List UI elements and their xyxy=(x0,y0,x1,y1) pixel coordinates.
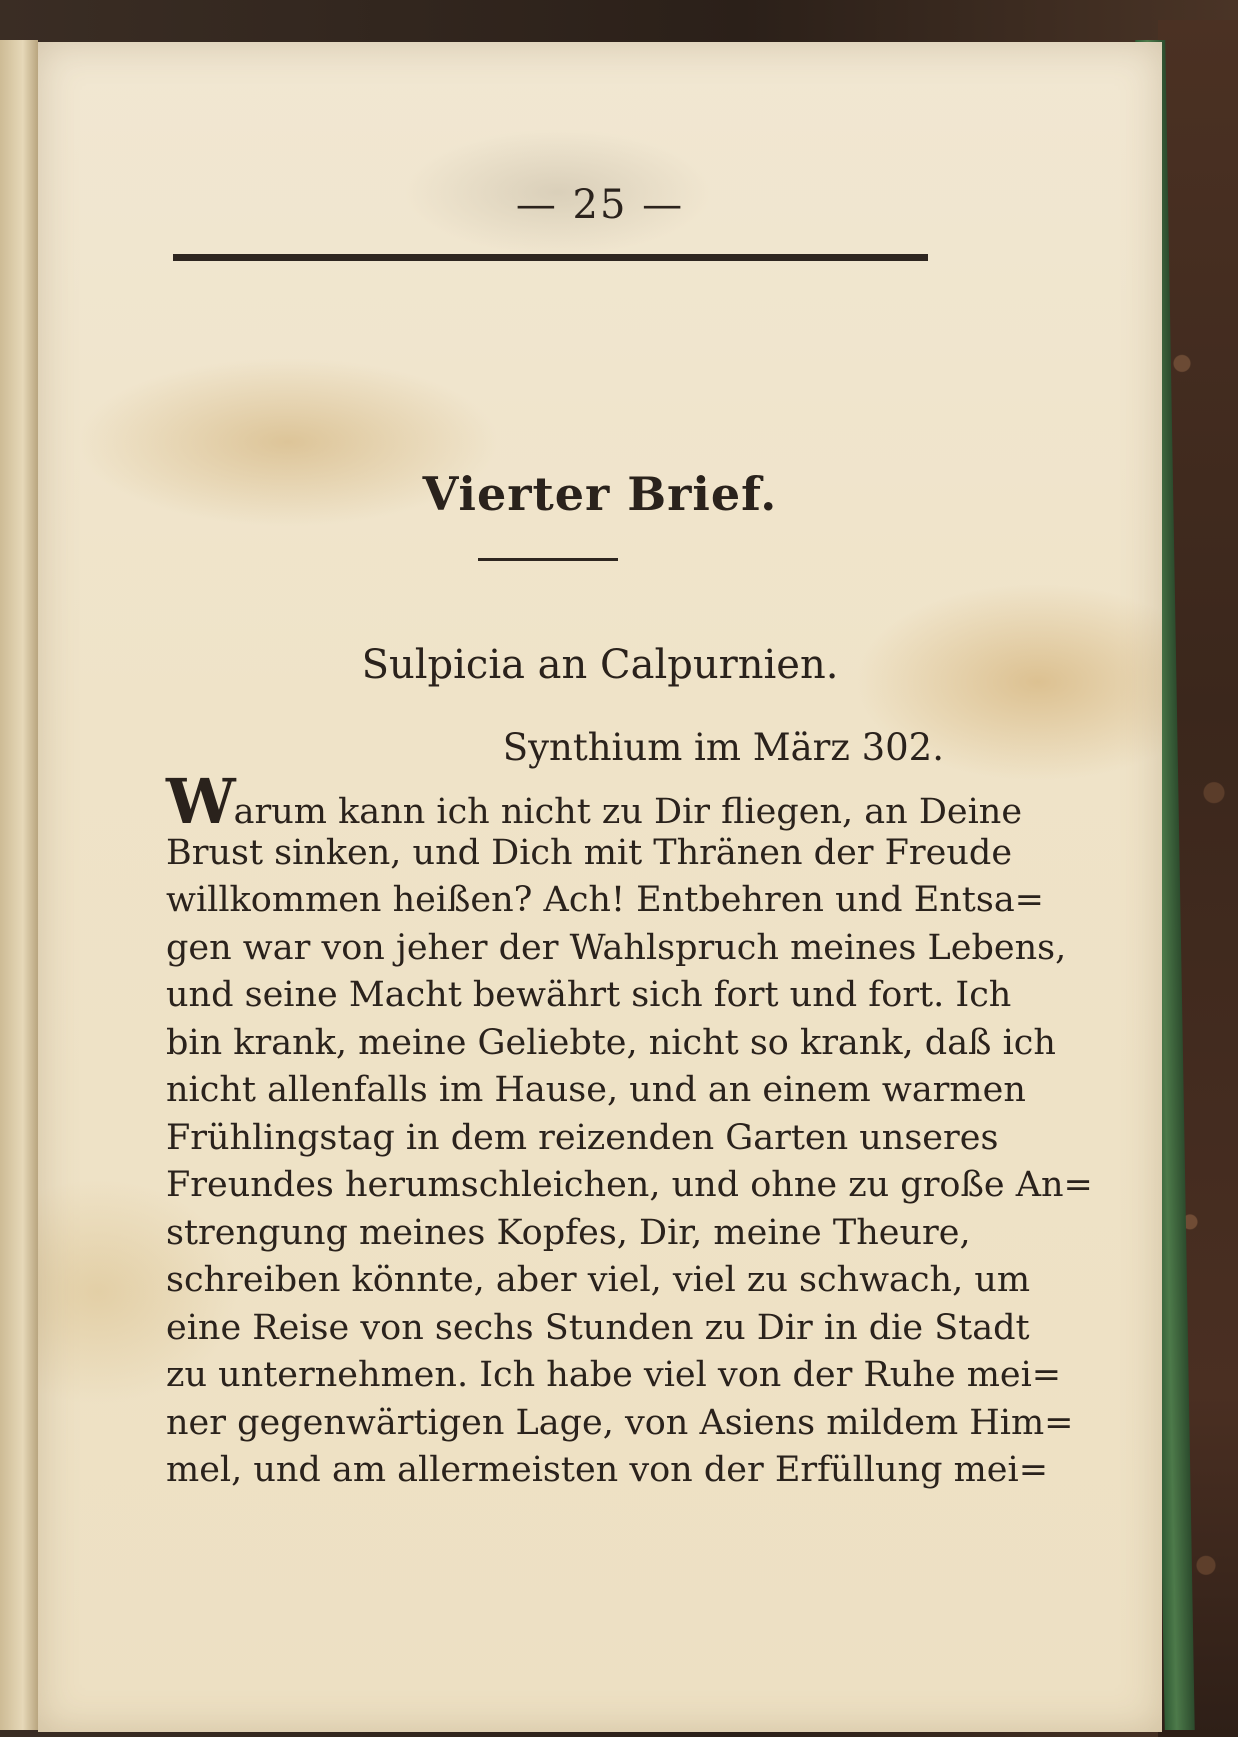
body-line: eine Reise von sechs Stunden zu Dir in die Stadt xyxy=(166,1307,1030,1348)
drop-initial: W xyxy=(166,765,234,838)
body-line: zu unternehmen. Ich habe viel von der Ruhe mei= xyxy=(166,1355,1062,1395)
previous-page-edge xyxy=(0,40,38,1730)
body-line: gen war von jeher der Wahlspruch meines Lebens, xyxy=(166,927,1067,968)
body-line: nicht allenfalls im Hause, und an einem warmen xyxy=(166,1070,1026,1110)
heading-divider xyxy=(478,558,618,561)
body-line: und seine Macht bewährt sich fort und fort. Ich xyxy=(166,975,1012,1015)
body-line: Freundes herumschleichen, und ohne zu große An= xyxy=(166,1165,1093,1205)
letter-heading: Vierter Brief. xyxy=(422,467,778,521)
letter-body xyxy=(166,765,1093,1495)
body-line: ner gegenwärtigen Lage, von Asiens mildem Him= xyxy=(166,1402,1074,1443)
header-rule xyxy=(173,254,928,261)
page-number: — 25 — xyxy=(515,182,685,228)
body-line: Frühlingstag in dem reizenden Garten unseres xyxy=(166,1117,999,1158)
letter-dateline: Synthium im März 302. xyxy=(502,726,944,769)
book-page xyxy=(38,42,1162,1732)
letter-addressee: Sulpicia an Calpurnien. xyxy=(361,642,839,688)
body-line: schreiben könnte, aber viel, viel zu schwach, um xyxy=(166,1260,1031,1300)
body-line: mel, und am allermeisten von der Erfüllung mei= xyxy=(166,1450,1049,1490)
body-line: willkommen heißen? Ach! Entbehren und Entsa= xyxy=(166,880,1045,920)
body-line: Brust sinken, und Dich mit Thränen der Freude xyxy=(166,832,1013,873)
body-line: Warum kann ich nicht zu Dir fliegen, an Deine xyxy=(166,765,1023,838)
body-line: strengung meines Kopfes, Dir, meine Theure, xyxy=(166,1212,971,1253)
body-line: bin krank, meine Geliebte, nicht so krank, daß ich xyxy=(166,1022,1056,1063)
